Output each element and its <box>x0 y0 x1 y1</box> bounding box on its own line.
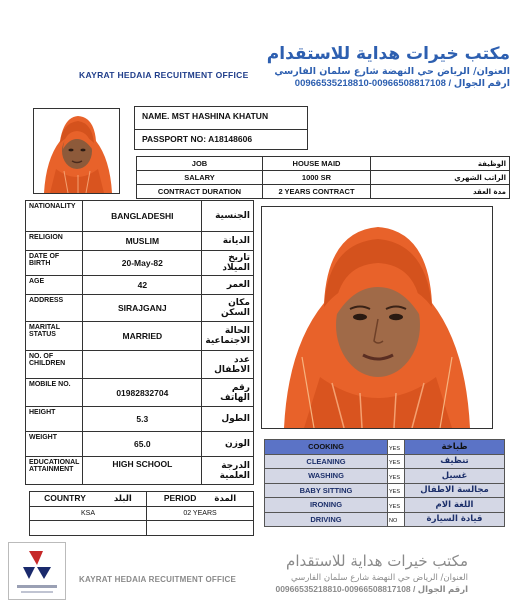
footer-office-name-ar: مكتب خيرات هداية للاستقدام <box>286 552 468 570</box>
skill-washing-value: YES <box>388 469 405 484</box>
age-label-ar: العمر <box>202 276 254 295</box>
address-value: SIRAJGANJ <box>83 295 202 322</box>
salary-label-ar: الراتب الشهري <box>371 171 510 185</box>
candidate-photo-large <box>261 206 493 429</box>
experience-header-row <box>30 492 254 507</box>
religion-label-ar: الديانة <box>202 232 254 251</box>
info-row-weight <box>26 432 254 457</box>
address-label: ADDRESS <box>26 295 83 322</box>
info-row-nationality <box>26 201 254 232</box>
skill-cooking-label: COOKING <box>265 440 388 455</box>
info-row-dob <box>26 251 254 276</box>
dob-label-ar: تاريخ الميلاد <box>202 251 254 276</box>
job-label-ar: الوظيفة <box>371 157 510 171</box>
info-row-education <box>26 457 254 485</box>
office-name-ar: مكتب خيرات هداية للاستقدام <box>266 44 510 64</box>
info-row-height <box>26 407 254 432</box>
children-label: NO. OF CHILDREN <box>26 351 83 379</box>
skill-driving-value: NO <box>388 512 405 527</box>
dob-label: DATE OF BIRTH <box>26 251 83 276</box>
skill-ironing-label: IRONING <box>265 498 388 513</box>
experience-table <box>29 491 254 536</box>
footer-phones: 00966535218810-00966508817108 / ارقم الجوال <box>275 584 468 594</box>
passport-number: PASSPORT NO: A18148606 <box>135 129 307 151</box>
skill-ironing-value: YES <box>388 498 405 513</box>
skill-baby-sitting-label-ar: مجالسة الاطفال <box>405 483 505 498</box>
contract-value: 2 YEARS CONTRACT <box>263 185 371 199</box>
job-row <box>137 157 510 171</box>
children-label-ar: عدد الاطفال <box>202 351 254 379</box>
office-phones: 00966535218810-00966508817108 / ارقم الجوال <box>294 78 510 89</box>
skill-ironing-label-ar: اللغة الام <box>405 498 505 513</box>
skill-row-driving <box>265 512 505 527</box>
nationality-label-ar: الجنسية <box>202 201 254 232</box>
mobile-label-ar: رقم الهاتف <box>202 379 254 407</box>
education-value: HIGH SCHOOL <box>83 457 202 485</box>
period-header-ar: المدة <box>214 494 237 505</box>
office-name-en: KAYRAT HEDAIA RECUITMENT OFFICE <box>79 70 249 80</box>
footer-address-ar: العنوان/ الرياض حي النهضة شارع سلمان الفارسي <box>291 573 468 583</box>
skill-cleaning-label-ar: تنظيف <box>405 454 505 469</box>
skill-row-washing <box>265 469 505 484</box>
skill-cleaning-value: YES <box>388 454 405 469</box>
info-row-children <box>26 351 254 379</box>
weight-value: 65.0 <box>83 432 202 457</box>
period-header <box>147 492 254 507</box>
height-label: HEIGHT <box>26 407 83 432</box>
weight-label-ar: الوزن <box>202 432 254 457</box>
education-label: EDUCATIONAL ATTAINMENT <box>26 457 83 485</box>
office-logo <box>8 542 66 600</box>
job-value: HOUSE MAID <box>263 157 371 171</box>
height-label-ar: الطول <box>202 407 254 432</box>
name-passport-box <box>134 106 308 150</box>
experience-country <box>30 521 147 536</box>
skill-washing-label: WASHING <box>265 469 388 484</box>
info-row-address <box>26 295 254 322</box>
marital-label: MARITAL STATUS <box>26 322 83 351</box>
country-header-ar: البلد <box>113 494 132 505</box>
dob-value: 20-May-82 <box>83 251 202 276</box>
skill-cooking-label-ar: طباخة <box>405 440 505 455</box>
age-value: 42 <box>83 276 202 295</box>
nationality-label: NATIONALITY <box>26 201 83 232</box>
mobile-value: 01982832704 <box>83 379 202 407</box>
salary-row <box>137 171 510 185</box>
experience-row <box>30 506 254 521</box>
contract-row <box>137 185 510 199</box>
info-row-religion <box>26 232 254 251</box>
personal-info-table <box>25 200 254 485</box>
contract-label: CONTRACT DURATION <box>137 185 263 199</box>
info-row-marital <box>26 322 254 351</box>
country-header <box>30 492 147 507</box>
footer-office-name-en: KAYRAT HEDAIA RECUITMENT OFFICE <box>79 575 237 584</box>
children-value <box>83 351 202 379</box>
salary-value: 1000 SR <box>263 171 371 185</box>
job-label: JOB <box>137 157 263 171</box>
job-table <box>136 156 510 199</box>
candidate-photo-small <box>33 108 120 194</box>
nationality-value: BANGLADESHI <box>83 201 202 232</box>
info-row-mobile <box>26 379 254 407</box>
religion-value: MUSLIM <box>83 232 202 251</box>
education-label-ar: الدرجة العلمية <box>202 457 254 485</box>
info-row-age <box>26 276 254 295</box>
period-header-en: PERIOD <box>163 493 197 504</box>
religion-label: RELIGION <box>26 232 83 251</box>
skill-baby-sitting-value: YES <box>388 483 405 498</box>
country-header-en: COUNTRY <box>44 493 86 504</box>
mobile-label: MOBILE NO. <box>26 379 83 407</box>
height-value: 5.3 <box>83 407 202 432</box>
skill-row-cleaning <box>265 454 505 469</box>
experience-period <box>147 521 254 536</box>
marital-label-ar: الحالة الاجتماعية <box>202 322 254 351</box>
candidate-name: NAME. MST HASHINA KHATUN <box>142 111 269 121</box>
salary-label: SALARY <box>137 171 263 185</box>
skill-driving-label: DRIVING <box>265 512 388 527</box>
skill-cleaning-label: CLEANING <box>265 454 388 469</box>
skill-baby-sitting-label: BABY SITTING <box>265 483 388 498</box>
marital-value: MARRIED <box>83 322 202 351</box>
weight-label: WEIGHT <box>26 432 83 457</box>
skill-row-baby-sitting <box>265 483 505 498</box>
contract-label-ar: مدة العقد <box>371 185 510 199</box>
experience-period: 02 YEARS <box>147 506 254 521</box>
skills-table <box>264 439 505 527</box>
age-label: AGE <box>26 276 83 295</box>
skill-row-cooking <box>265 440 505 455</box>
skill-cooking-value: YES <box>388 440 405 455</box>
office-address-ar: العنوان/ الرياض حي النهضة شارع سلمان الفارسي <box>274 66 510 77</box>
experience-country: KSA <box>30 506 147 521</box>
skill-driving-label-ar: قيادة السيارة <box>405 512 505 527</box>
skill-washing-label-ar: غسيل <box>405 469 505 484</box>
skill-row-ironing <box>265 498 505 513</box>
address-label-ar: مكان السكن <box>202 295 254 322</box>
experience-row <box>30 521 254 536</box>
